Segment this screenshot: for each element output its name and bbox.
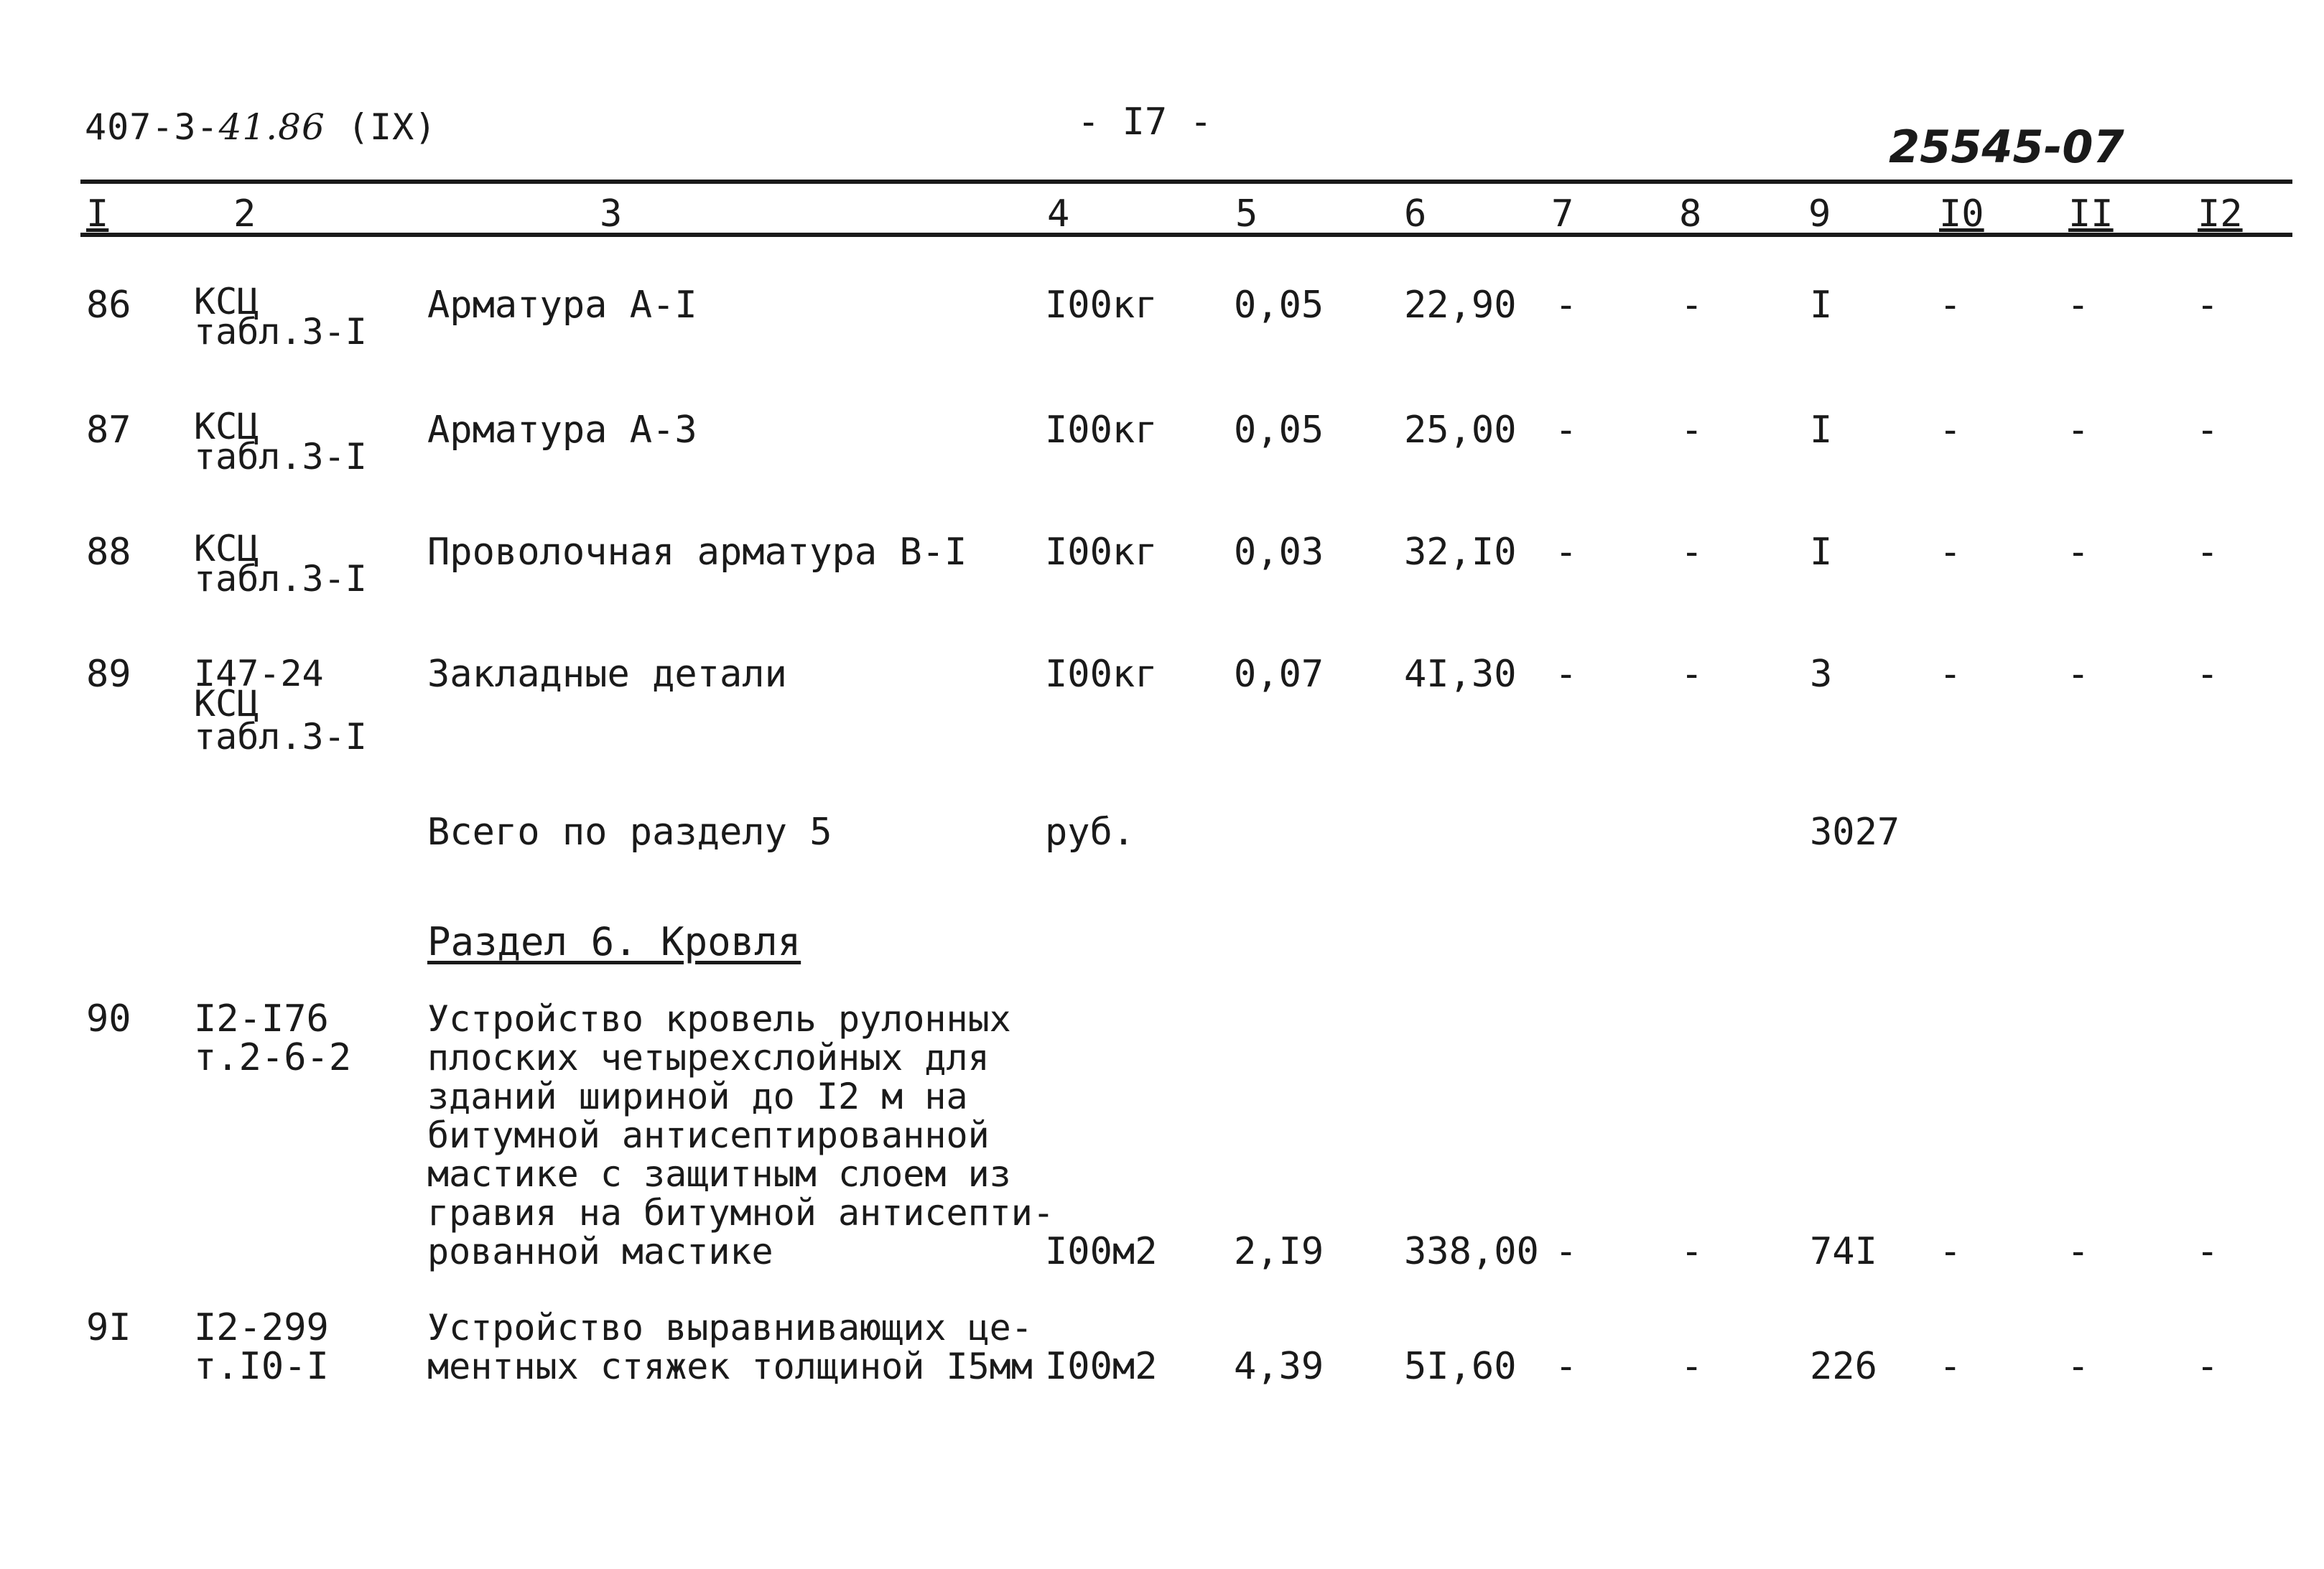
document-code-printed: 407-3- — [85, 106, 219, 148]
row-87-col9: I — [1810, 409, 1833, 452]
row-91-unit: I00м2 — [1045, 1345, 1158, 1388]
row-88-desc: Проволочная арматура В-I — [427, 531, 967, 574]
row-86-col9: I — [1810, 284, 1833, 327]
column-header-9: 9 — [1808, 192, 1831, 236]
row-89-unit: I00кг — [1045, 653, 1158, 696]
row-90-col11: - — [2067, 1230, 2090, 1273]
section5-total-label: Всего по разделу 5 — [427, 811, 832, 854]
column-header-2: 2 — [233, 192, 256, 236]
row-87-code-2: табл.3-I — [194, 436, 367, 478]
row-91-desc-line: ментных стяжек толщиной I5мм — [427, 1346, 1033, 1387]
row-89-col9: 3 — [1810, 653, 1833, 696]
row-89-num: 89 — [86, 653, 131, 696]
row-91-col10: - — [1939, 1345, 1962, 1388]
row-87-col10: - — [1939, 409, 1962, 452]
row-89-price: 4I,30 — [1404, 653, 1517, 696]
row-88-qty: 0,03 — [1234, 531, 1324, 574]
section6-title: Раздел 6. Кровля — [427, 919, 801, 964]
row-89-col8: - — [1681, 653, 1704, 696]
row-90-col9: 74I — [1810, 1230, 1877, 1273]
row-90-col8: - — [1681, 1230, 1704, 1273]
row-86-code-1: КСЦ — [194, 281, 259, 322]
row-90-desc-line: рованной мастике — [427, 1231, 773, 1272]
row-87-qty: 0,05 — [1234, 409, 1324, 452]
row-86-col12: - — [2196, 284, 2219, 327]
row-88-col11: - — [2067, 531, 2090, 574]
row-89-col7: - — [1555, 653, 1578, 696]
row-90-desc-line: мастике с защитным слоем из — [427, 1153, 1011, 1195]
row-86-unit: I00кг — [1045, 284, 1158, 327]
row-88-col8: - — [1681, 531, 1704, 574]
document-code-handwritten: 41.86 — [218, 106, 325, 148]
row-87-col11: - — [2067, 409, 2090, 452]
row-86-col11: - — [2067, 284, 2090, 327]
row-87-col12: - — [2196, 409, 2219, 452]
column-header-8: 8 — [1679, 192, 1702, 236]
row-90-col10: - — [1939, 1230, 1962, 1273]
row-89-col11: - — [2067, 653, 2090, 696]
row-89-code-3: табл.3-I — [194, 716, 367, 758]
column-header-6: 6 — [1404, 192, 1427, 236]
row-87-num: 87 — [86, 409, 131, 452]
row-87-col7: - — [1555, 409, 1578, 452]
archive-number: 25545-07 — [1889, 121, 2124, 173]
column-header-10: I0 — [1939, 192, 1984, 236]
column-header-1: I — [86, 192, 109, 236]
row-90-price: 338,00 — [1404, 1230, 1539, 1273]
row-88-code-1: КСЦ — [194, 528, 259, 569]
row-86-code-2: табл.3-I — [194, 311, 367, 353]
row-90-desc-line: Устройство кровель рулонных — [427, 998, 1011, 1040]
row-90-num: 90 — [86, 997, 131, 1040]
row-90-qty: 2,I9 — [1234, 1230, 1324, 1273]
row-91-col11: - — [2067, 1345, 2090, 1388]
row-91-col9: 226 — [1810, 1345, 1877, 1388]
row-90-col7: - — [1555, 1230, 1578, 1273]
column-header-4: 4 — [1047, 192, 1070, 236]
row-89-col10: - — [1939, 653, 1962, 696]
row-87-code-1: КСЦ — [194, 406, 259, 447]
row-87-unit: I00кг — [1045, 409, 1158, 452]
row-90-col12: - — [2196, 1230, 2219, 1273]
row-88-col9: I — [1810, 531, 1833, 574]
row-88-col7: - — [1555, 531, 1578, 574]
row-89-qty: 0,07 — [1234, 653, 1324, 696]
row-91-code-2: т.I0-I — [194, 1345, 329, 1388]
header-top-rule — [80, 180, 2292, 184]
row-90-code-2: т.2-6-2 — [194, 1036, 352, 1079]
section5-total-unit: руб. — [1045, 811, 1135, 854]
row-88-col12: - — [2196, 531, 2219, 574]
column-header-11: II — [2068, 192, 2114, 236]
row-89-code-1: I47-24 — [194, 653, 324, 694]
row-86-col7: - — [1555, 284, 1578, 327]
row-88-price: 32,I0 — [1404, 531, 1517, 574]
row-88-unit: I00кг — [1045, 531, 1158, 574]
document-code — [85, 106, 437, 148]
row-88-col10: - — [1939, 531, 1962, 574]
row-87-desc: Арматура А-3 — [427, 409, 697, 452]
row-90-desc-line: битумной антисептированной — [427, 1114, 990, 1156]
row-91-col8: - — [1681, 1345, 1704, 1388]
row-91-col7: - — [1555, 1345, 1578, 1388]
row-87-price: 25,00 — [1404, 409, 1517, 452]
row-91-code-1: I2-299 — [194, 1306, 329, 1349]
row-89-col12: - — [2196, 653, 2219, 696]
row-88-num: 88 — [86, 531, 131, 574]
row-90-unit: I00м2 — [1045, 1230, 1158, 1273]
row-91-desc-line: Устройство выравнивающих це- — [427, 1307, 1033, 1349]
row-86-col10: - — [1939, 284, 1962, 327]
row-90-desc-line: плоских четырехслойных для — [427, 1037, 990, 1079]
row-86-price: 22,90 — [1404, 284, 1517, 327]
column-header-5: 5 — [1235, 192, 1258, 236]
row-86-col8: - — [1681, 284, 1704, 327]
document-part: (IX) — [347, 106, 437, 148]
row-91-num: 9I — [86, 1306, 131, 1349]
row-89-desc: Закладные детали — [427, 653, 787, 696]
row-87-col8: - — [1681, 409, 1704, 452]
row-86-num: 86 — [86, 284, 131, 327]
row-86-qty: 0,05 — [1234, 284, 1324, 327]
column-header-12: I2 — [2198, 192, 2243, 236]
column-header-3: 3 — [600, 192, 623, 236]
row-90-code-1: I2-I76 — [194, 997, 329, 1040]
column-header-7: 7 — [1551, 192, 1574, 236]
row-86-desc: Арматура А-I — [427, 284, 697, 327]
row-91-col12: - — [2196, 1345, 2219, 1388]
row-90-desc-line: гравия на битумной антисепти- — [427, 1192, 1054, 1234]
row-91-qty: 4,39 — [1234, 1345, 1324, 1388]
row-90-desc — [427, 1000, 1054, 1271]
section5-total-value: 3027 — [1810, 811, 1900, 854]
row-88-code-2: табл.3-I — [194, 558, 367, 600]
row-91-price: 5I,60 — [1404, 1345, 1517, 1388]
row-90-desc-line: зданий шириной до I2 м на — [427, 1076, 968, 1117]
row-89-code-2: КСЦ — [194, 683, 259, 725]
page-number: - I7 - — [1077, 101, 1212, 144]
